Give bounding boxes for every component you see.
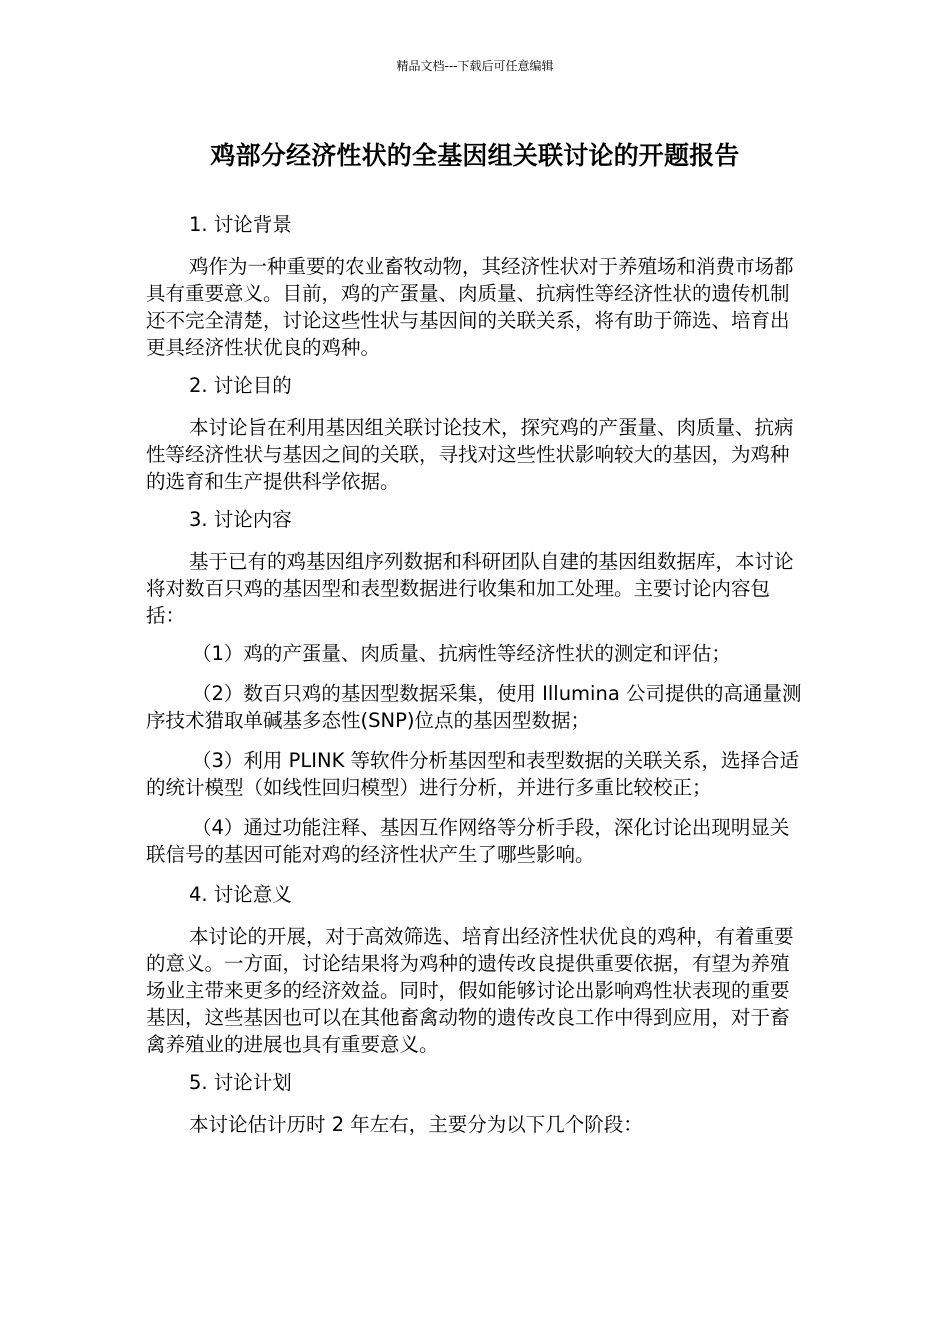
paragraph-background: 鸡作为一种重要的农业畜牧动物，其经济性状对于养殖场和消费市场都具有重要意义。目前，鸡的产蛋量、肉质量、抗病性等经济性状的遗传机制还不完全清楚，讨论这些性状与基因间的关联关系，将有助于筛选、培育出更具经济性状优良的鸡种。	[146, 255, 794, 359]
list-item-2: （2）数百只鸡的基因型数据采集，使用 Illumina 公司提供的高通量测序技术猎取单碱基多态性(SNP)位点的基因型数据；	[146, 682, 802, 732]
section-heading-objective: 2. 讨论目的	[189, 374, 292, 397]
document-title: 鸡部分经济性状的全基因组关联讨论的开题报告	[210, 141, 740, 170]
paragraph-content: 基于已有的鸡基因组序列数据和科研团队自建的基因组数据库，本讨论将对数百只鸡的基因型和表型数据进行收集和加工处理。主要讨论内容包括：	[146, 550, 794, 627]
paragraph-plan: 本讨论估计历时 2 年左右，主要分为以下几个阶段：	[189, 1113, 643, 1136]
section-heading-plan: 5. 讨论计划	[189, 1071, 292, 1094]
list-item-4: （4）通过功能注释、基因互作网络等分析手段，深化讨论出现明显关联信号的基因可能对鸡的经济性状产生了哪些影响。	[146, 816, 790, 866]
section-heading-significance: 4. 讨论意义	[189, 883, 292, 906]
list-item-1: （1）鸡的产蛋量、肉质量、抗病性等经济性状的测定和评估；	[192, 642, 731, 665]
document-body	[146, 211, 808, 1149]
paragraph-objective: 本讨论旨在利用基因组关联讨论技术，探究鸡的产蛋量、肉质量、抗病性等经济性状与基因之间的关联，寻找对这些性状影响较大的基因，为鸡种的选育和生产提供科学依据。	[146, 416, 794, 493]
section-heading-background: 1. 讨论背景	[189, 213, 292, 236]
list-item-3: （3）利用 PLINK 等软件分析基因型和表型数据的关联关系，选择合适的统计模型（如线性回归模型）进行分析，并进行多重比较校正；	[146, 749, 800, 799]
section-heading-content: 3. 讨论内容	[189, 508, 292, 531]
paragraph-significance: 本讨论的开展，对于高效筛选、培育出经济性状优良的鸡种，有着重要的意义。一方面，讨论结果将为鸡种的遗传改良提供重要依据，有望为养殖场业主带来更多的经济效益。同时，假如能够讨论出影响鸡性状表现的重要基因，这些基因也可以在其他畜禽动物的遗传改良工作中得到应用，对于畜禽养殖业的进展也具有重要意义。	[146, 925, 794, 1056]
page-header: 精品文档---下载后可任意编辑	[396, 59, 554, 73]
